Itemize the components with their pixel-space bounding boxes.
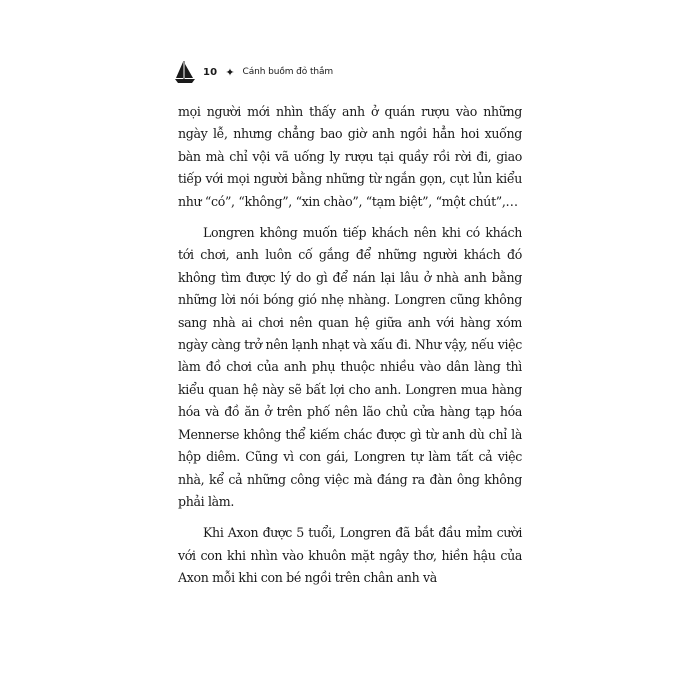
paragraph-2: Longren không muốn tiếp khách nên khi có khách tới chơi, anh luôn cố gắng để những người khách đó không tìm được lý do gì để nán lại lâu ở nhà anh bằng những lời nói bóng gió nhẹ nhàng. Longren cũng không sang nhà ai chơi nên quan hệ giữa anh với hàng xóm ngày càng trở nên lạnh nhạt và xấu đi. Như vậy, nếu việc làm đồ chơi của anh phụ thuộc nhiều vào dân làng thì kiểu quan hệ này sẽ bất lợi cho anh. Longren mua hàng hóa và đồ ăn ở trên phố nên lão chủ cửa hàng tạp hóa Mennerse không thể kiếm chác được gì từ anh dù chỉ là hộp diêm. Cũng vì con gái, Longren tự làm tất cả việc nhà, kể cả những công việc mà đáng ra đàn ông không phải làm. [178,225,522,509]
sailboat-icon [174,60,196,84]
paragraph-1: mọi người mới nhìn thấy anh ở quán rượu vào những ngày lễ, nhưng chẳng bao giờ anh ngồi hẳn hoi xuống bàn mà chỉ vội vã uống ly rượu tại quầy rồi rời đi, giao tiếp với mọi người bằng những từ ngắn gọn, cụt lủn kiểu như “có”, “không”, “xin chào”, “tạm biệt”, “một chút”,… [178,104,522,209]
page-body [178,101,522,590]
paragraph-3: Khi Axon được 5 tuổi, Longren đã bắt đầu mỉm cười với con khi nhìn vào khuôn mặt ngây thơ, hiền hậu của Axon mỗi khi con bé ngồi trên chân anh và [178,525,522,586]
header-separator: ✦ [225,65,235,79]
book-title: Cánh buồm đỏ thắm [242,67,334,77]
page-number: 10 [203,66,218,78]
running-header [174,58,333,86]
